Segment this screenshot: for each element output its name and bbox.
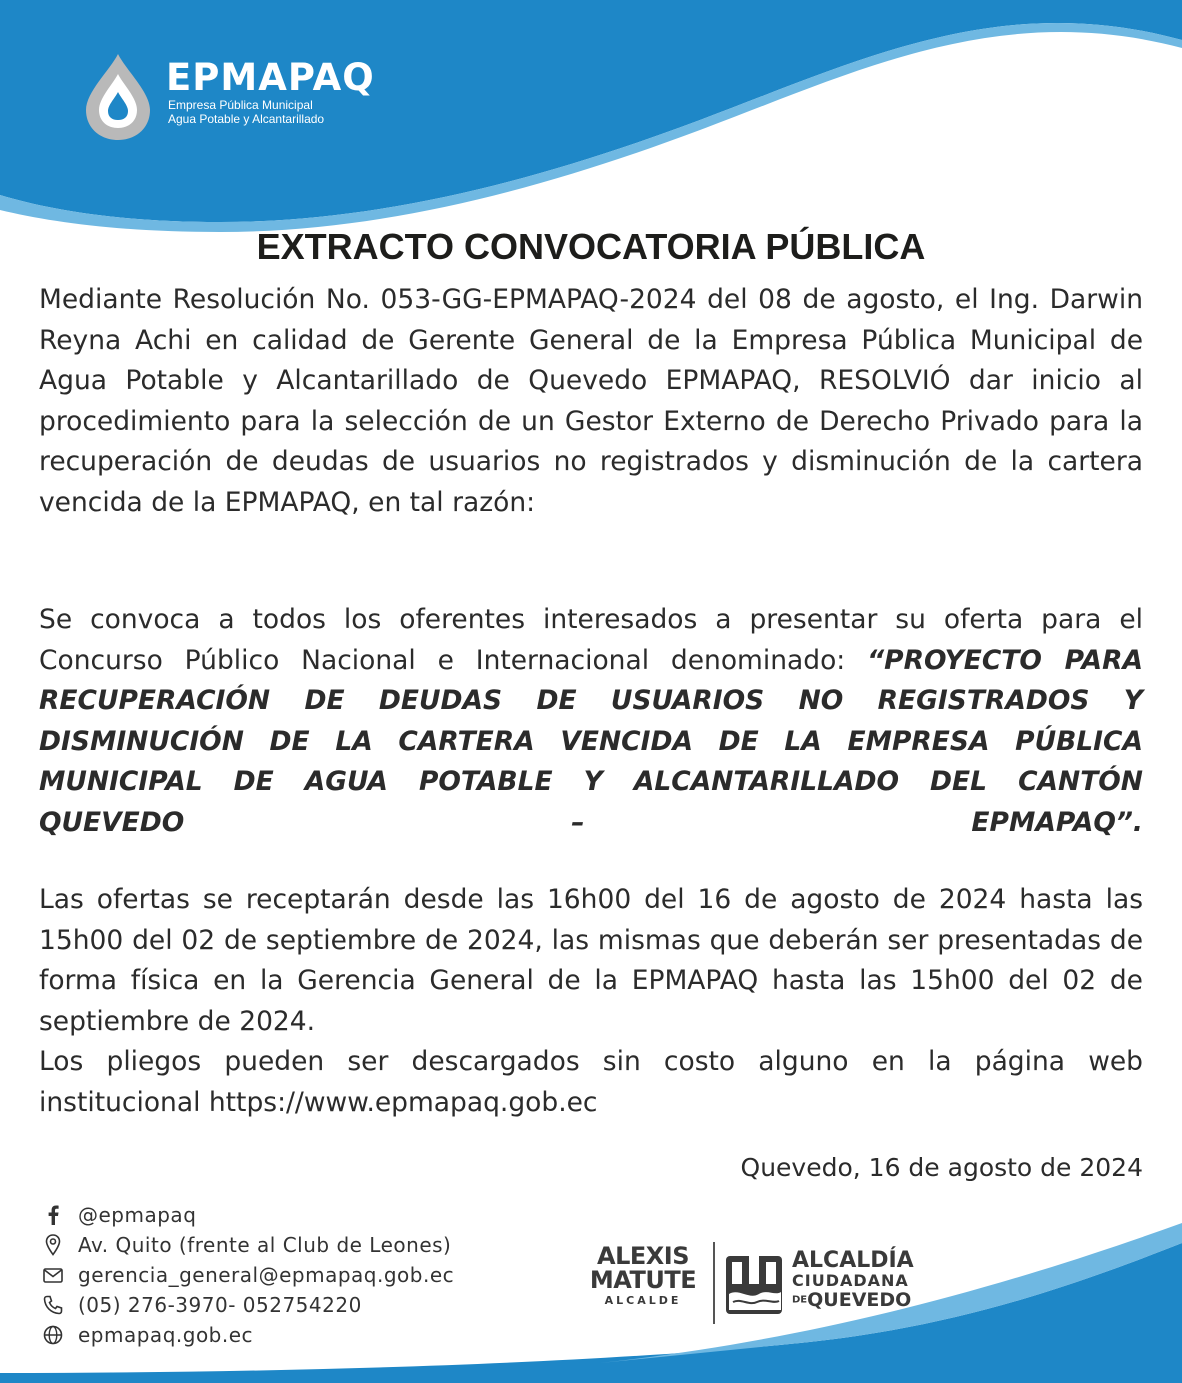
contact-facebook-text: @epmapaq: [78, 1203, 197, 1227]
water-drop-icon: [82, 52, 154, 142]
epmapaq-logo: [82, 48, 402, 148]
contact-phone-text: (05) 276-3970- 052754220: [78, 1293, 362, 1317]
alcaldia-line2: CIUDADANA: [792, 1271, 909, 1290]
mail-icon: [40, 1264, 66, 1286]
dates-section: [39, 880, 1143, 1123]
contact-list: [40, 1200, 560, 1350]
logo-subtitle-line1: Empresa Pública Municipal: [168, 98, 313, 112]
offers-paragraph: Las ofertas se receptarán desde las 16h00 del 16 de agosto de 2024 hasta las 15h00 del 02 de septiembre de 2024, las mismas que deberán ser presentadas de forma física en la Gerencia General de la EPMAPAQ hasta las 15h00 del 02 de septiembre de 2024.: [39, 884, 1143, 1037]
signoff-date: Quevedo, 16 de agosto de 2024: [740, 1153, 1143, 1182]
contact-website-text: epmapaq.gob.ec: [78, 1323, 254, 1347]
alcaldia-line3-city: QUEVEDO: [807, 1289, 912, 1311]
mayor-first-name: ALEXIS: [597, 1242, 689, 1270]
mayor-role: ALCALDE: [604, 1294, 682, 1307]
call-intro: Se convoca a todos los oferentes interesados a presentar su oferta para el Concurso Público Nacional e Internacional denominado:: [39, 604, 1143, 676]
download-paragraph: Los pliegos pueden ser descargados sin costo alguno en la página web institucional https://www.epmapaq.gob.ec: [39, 1046, 1143, 1118]
resolution-paragraph: Mediante Resolución No. 053-GG-EPMAPAQ-2024 del 08 de agosto, el Ing. Darwin Reyna Achi en calidad de Gerente General de la Empresa Pública Municipal de Agua Potable y Alcantarillado de Quevedo EPMAPAQ, RESOLVIÓ dar inicio al procedimiento para la selección de un Gestor Externo de Derecho Privado para la recuperación de deudas de usuarios no registrados y disminución de la cartera vencida de la EPMAPAQ, en tal razón:: [39, 284, 1143, 518]
alcaldia-line1: ALCALDÍA: [792, 1248, 914, 1273]
alcaldia-line3: [792, 1290, 914, 1311]
logo-name: EPMAPAQ: [166, 56, 375, 99]
mayor-last-name: MATUTE: [589, 1266, 697, 1294]
mayor-name-logo: [578, 1244, 708, 1307]
city-emblem-icon: [723, 1246, 785, 1318]
contact-item-website[interactable]: [40, 1320, 560, 1350]
contact-item-email[interactable]: [40, 1260, 560, 1290]
page-title: EXTRACTO CONVOCATORIA PÚBLICA: [256, 226, 926, 267]
alcaldia-logo: [578, 1238, 938, 1328]
contact-address-text: Av. Quito (frente al Club de Leones): [78, 1233, 452, 1257]
call-paragraph: [39, 600, 1143, 843]
contact-item-address: [40, 1230, 560, 1260]
project-name: “PROYECTO PARA RECUPERACIÓN DE DEUDAS DE USUARIOS NO REGISTRADOS Y DISMINUCIÓN DE LA CARTERA VENCIDA DE LA EMPRESA PÚBLICA MUNICIPAL DE AGUA POTABLE Y ALCANTARILLADO DEL CANTÓN QUEVEDO – EPMAPAQ”.: [39, 644, 1143, 838]
contact-email-text: gerencia_general@epmapaq.gob.ec: [78, 1263, 455, 1287]
alcaldia-text: [792, 1250, 914, 1311]
logo-subtitle-line2: Agua Potable y Alcantarillado: [168, 112, 325, 126]
location-pin-icon: [40, 1234, 66, 1256]
contact-item-facebook[interactable]: [40, 1200, 560, 1230]
logo-subtitle: [168, 98, 324, 126]
facebook-icon: [40, 1204, 66, 1226]
logo-divider: [713, 1242, 715, 1324]
alcaldia-line3-prefix: DE: [792, 1294, 808, 1306]
phone-icon: [40, 1294, 66, 1316]
globe-icon: [40, 1324, 66, 1346]
contact-item-phone[interactable]: [40, 1290, 560, 1320]
